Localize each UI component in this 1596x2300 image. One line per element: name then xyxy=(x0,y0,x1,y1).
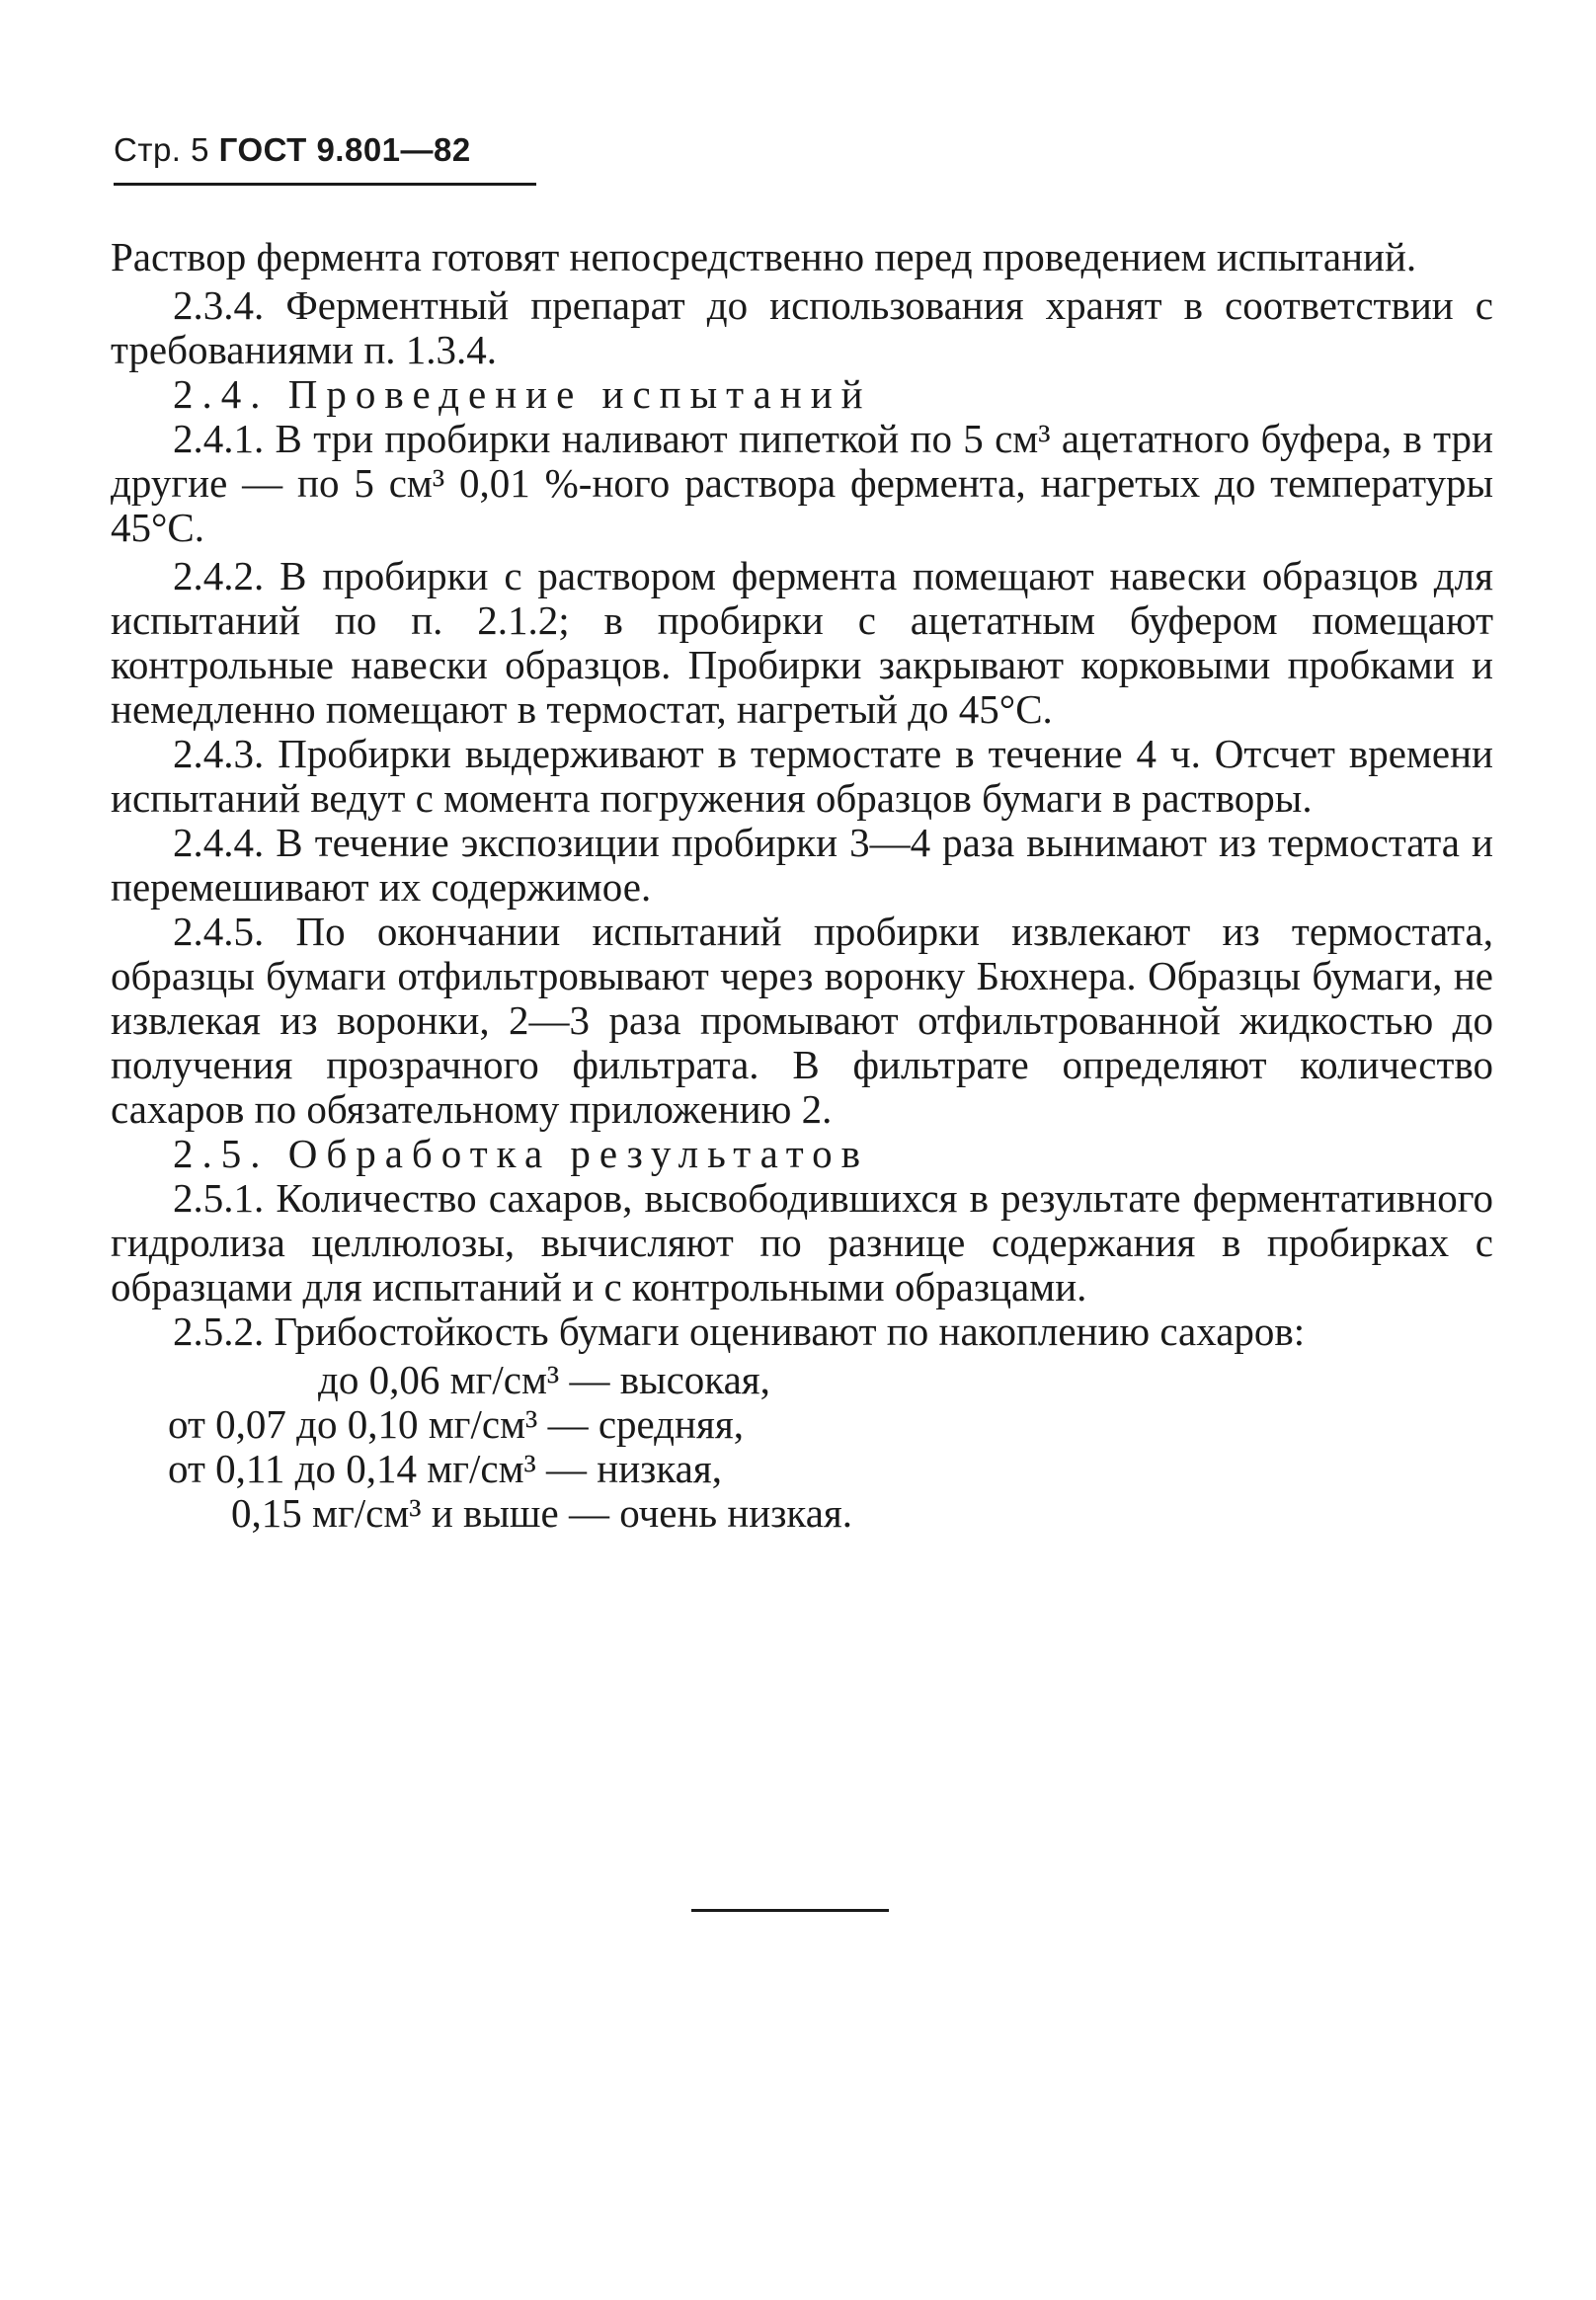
paragraph-2-4-1: 2.4.1. В три пробирки наливают пипеткой по 5 см³ ацетатного буфера, в три другие — по 5 см³ 0,01 %-ного раствора фермента, нагретых до температуры 45°С. xyxy=(111,416,1493,550)
standard-number: ГОСТ 9.801—82 xyxy=(218,131,471,168)
section-heading-2-5: 2.5. Обработка результатов xyxy=(173,1131,870,1176)
paragraph-2-4-4: 2.4.4. В течение экспозиции пробирки 3—4 раза вынимают из термостата и перемешивают их содержимое. xyxy=(111,820,1493,910)
page-header xyxy=(114,131,471,169)
paragraph-2-3-4: 2.3.4. Ферментный препарат до использования хранят в соответствии с требованиями п. 1.3.4. xyxy=(111,282,1493,372)
header-rule xyxy=(114,183,536,186)
paragraph-2-4-5: 2.4.5. По окончании испытаний пробирки извлекают из термостата, образцы бумаги отфильтровывают через воронку Бюхнера. Образцы бумаги, не извлекая из воронки, 2—3 раза промывают отфильтрованной жидкостью до получения прозрачного фильтрата. В фильтрате определяют количество сахаров по обязательному приложению 2. xyxy=(111,909,1493,1132)
end-rule xyxy=(691,1909,889,1912)
list-item: от 0,11 до 0,14 мг/см³ — низкая, xyxy=(168,1446,722,1491)
paragraph-2-4-3: 2.4.3. Пробирки выдерживают в термостате в течение 4 ч. Отсчет времени испытаний ведут с момента погружения образцов бумаги в растворы. xyxy=(111,731,1493,821)
section-heading-2-4: 2.4. Проведение испытаний xyxy=(173,371,872,417)
list-item: 0,15 мг/см³ и выше — очень низкая. xyxy=(231,1490,853,1536)
paragraph-intro: Раствор фермента готовят непосредственно перед проведением испытаний. xyxy=(111,234,1417,279)
rating-list xyxy=(111,1358,1493,1536)
document-body xyxy=(111,235,1493,1536)
list-item: от 0,07 до 0,10 мг/см³ — средняя, xyxy=(168,1401,744,1447)
paragraph-2-5-2: 2.5.2. Грибостойкость бумаги оценивают по накоплению сахаров: xyxy=(173,1309,1306,1354)
page-label: Стр. 5 xyxy=(114,131,209,168)
paragraph-2-5-1: 2.5.1. Количество сахаров, высвободившихся в результате ферментативного гидролиза целлюлозы, вычисляют по разнице содержания в пробирках с образцами для испытаний и с контрольными образцами. xyxy=(111,1175,1493,1309)
paragraph-2-4-2: 2.4.2. В пробирки с раствором фермента помещают навески образцов для испытаний по п. 2.1.2; в пробирки с ацетатным буфером помещают контрольные навески образцов. Пробирки закрывают корковыми пробками и немедленно помещают в термостат, нагретый до 45°С. xyxy=(111,553,1493,732)
list-item: до 0,06 мг/см³ — высокая, xyxy=(318,1357,770,1402)
